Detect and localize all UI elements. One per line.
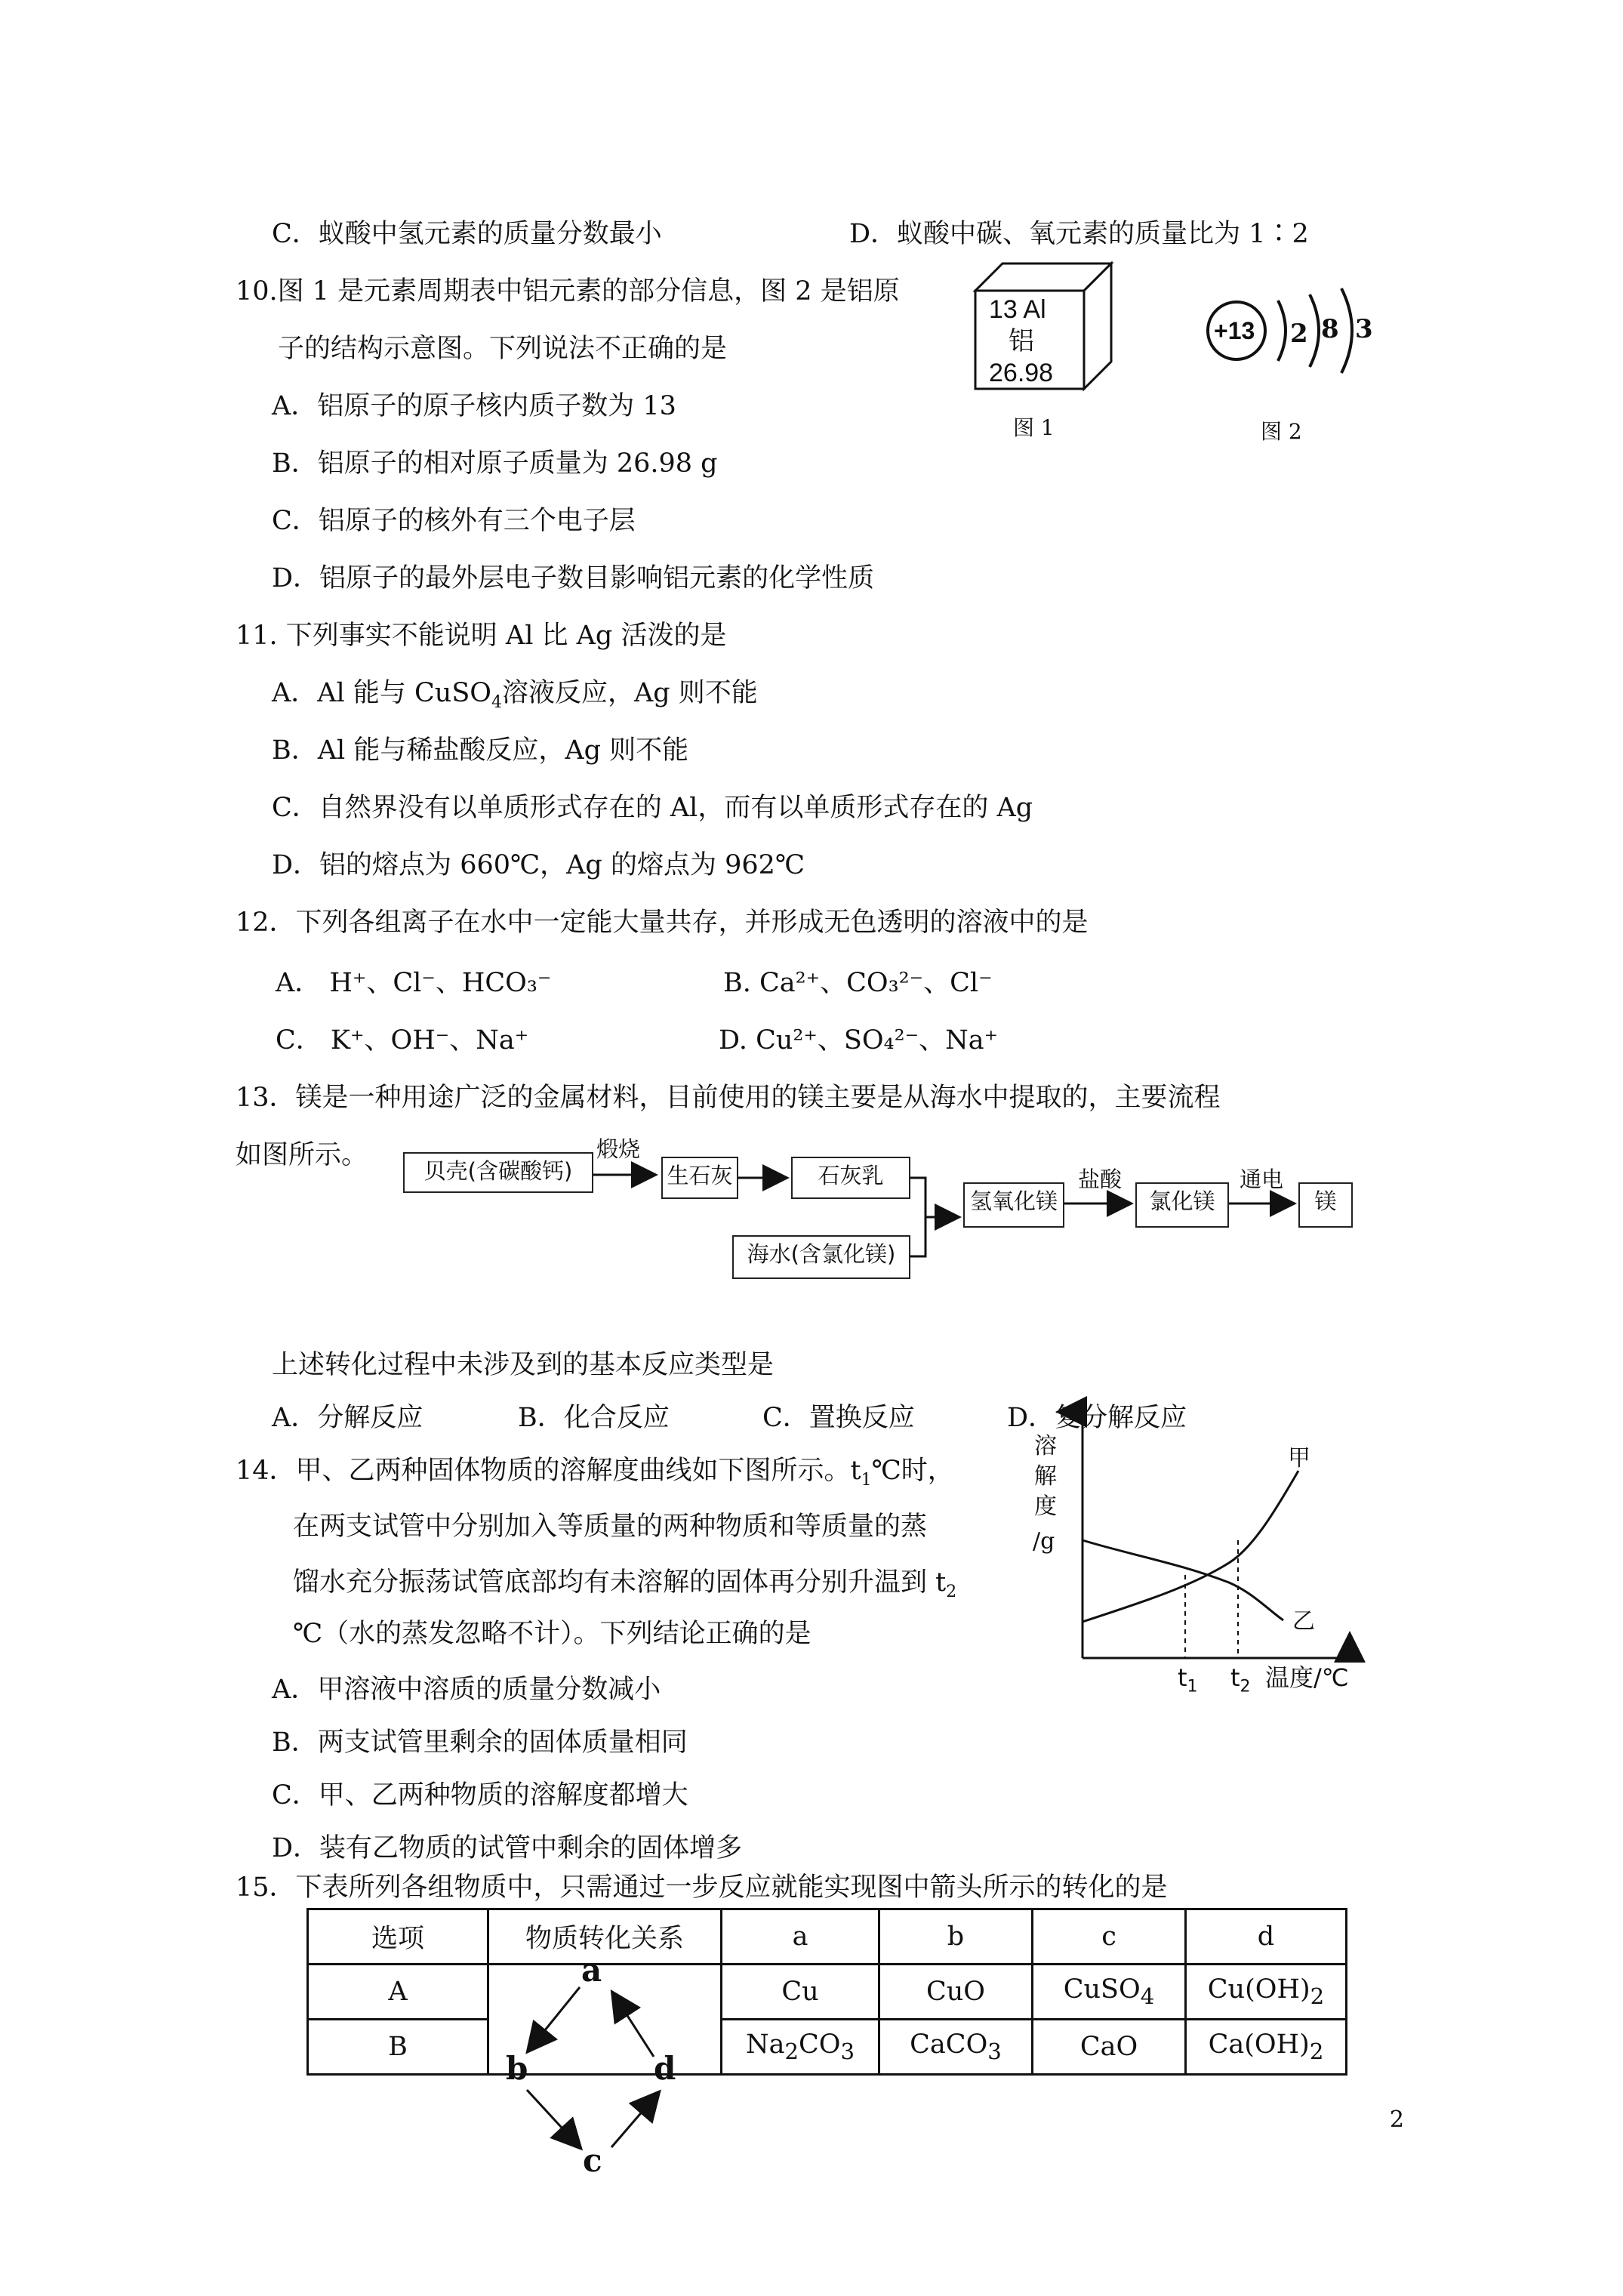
figure1-caption: 图 1 bbox=[1013, 415, 1055, 440]
q12-option-d: D. Cu²⁺、SO₄²⁻、Na⁺ bbox=[719, 1025, 999, 1056]
q11-option-c: C．自然界没有以单质形式存在的 Al，而有以单质形式存在的 Ag bbox=[272, 793, 1033, 823]
tick-t1: $t_1$ bbox=[1178, 1663, 1198, 1697]
q9-option-c: C．蚁酸中氢元素的质量分数最小 bbox=[272, 219, 662, 249]
q11-option-a: A．Al 能与 CuSO$_4$溶液反应，Ag 则不能 bbox=[272, 678, 758, 712]
q10-option-c: C．铝原子的核外有三个电子层 bbox=[272, 506, 636, 536]
shell-2-electrons: 8 bbox=[1321, 314, 1339, 344]
q14-option-c: C．甲、乙两种物质的溶解度都增大 bbox=[272, 1780, 688, 1811]
q14-option-d: D．装有乙物质的试管中剩余的固体增多 bbox=[272, 1833, 743, 1863]
q14-option-a: A．甲溶液中溶质的质量分数减小 bbox=[272, 1675, 661, 1705]
element-number-symbol: 13 Al bbox=[989, 295, 1046, 324]
y-axis-label-4: /g bbox=[1033, 1528, 1055, 1555]
tick-t2: $t_2$ bbox=[1230, 1663, 1251, 1697]
q12-option-b: B. Ca²⁺、CO₃²⁻、Cl⁻ bbox=[723, 968, 993, 998]
shell-3-electrons: 3 bbox=[1355, 314, 1373, 344]
q10-stem-line1: 10.图 1 是元素周期表中铝元素的部分信息，图 2 是铝原 bbox=[236, 276, 900, 307]
row-b-d: $Ca(OH)_2$ bbox=[1186, 2020, 1347, 2075]
q14-stem-line1: 14．甲、乙两种固体物质的溶解度曲线如下图所示。$t_1℃$时， bbox=[236, 1456, 954, 1490]
q10-option-d: D．铝原子的最外层电子数目影响铝元素的化学性质 bbox=[272, 563, 875, 593]
q9-option-d: D．蚁酸中碳、氧元素的质量比为 1∶2 bbox=[849, 219, 1309, 249]
row-b-option: B bbox=[308, 2020, 488, 2075]
y-axis-label-2: 解 bbox=[1034, 1463, 1057, 1490]
y-axis-label-1: 溶 bbox=[1034, 1433, 1057, 1459]
element-mass: 26.98 bbox=[989, 359, 1054, 387]
q13-stem-line3: 上述转化过程中未涉及到的基本反应类型是 bbox=[272, 1350, 775, 1380]
figure2-caption: 图 2 bbox=[1261, 419, 1302, 444]
y-axis-label-3: 度 bbox=[1034, 1493, 1057, 1520]
q14-stem-line3: 馏水充分振荡试管底部均有未溶解的固体再分别升温到 $t_2$ bbox=[293, 1567, 957, 1601]
flow-node-mgoh: 氢氧化镁 bbox=[963, 1182, 1064, 1228]
row-a-b: CuO bbox=[879, 1965, 1033, 2020]
flow-label-hcl: 盐酸 bbox=[1078, 1166, 1123, 1192]
q10-option-a: A．铝原子的原子核内质子数为 13 bbox=[272, 391, 676, 421]
flow-node-mgcl: 氯化镁 bbox=[1135, 1182, 1229, 1228]
header-a: a bbox=[722, 1909, 879, 1965]
q13-option-d: D．复分解反应 bbox=[1007, 1403, 1187, 1433]
header-b: b bbox=[879, 1909, 1033, 1965]
row-a-a: Cu bbox=[722, 1965, 879, 2020]
q13-option-b: B．化合反应 bbox=[518, 1403, 670, 1433]
header-relation: 物质转化关系 bbox=[488, 1909, 722, 1965]
row-b-b: CaCO$_3$ bbox=[879, 2020, 1033, 2075]
flow-label-electrolysis: 通电 bbox=[1240, 1166, 1284, 1192]
q13-stem-line1: 13．镁是一种用途广泛的金属材料，目前使用的镁主要是从海水中提取的，主要流程 bbox=[236, 1083, 1221, 1113]
flow-node-quicklime: 生石灰 bbox=[661, 1157, 738, 1199]
flow-node-shell: 贝壳(含碳酸钙) bbox=[403, 1152, 593, 1193]
q13-option-c: C．置换反应 bbox=[762, 1403, 915, 1433]
page-number: 2 bbox=[1389, 2106, 1404, 2133]
shell-1-electrons: 2 bbox=[1290, 319, 1308, 349]
flow-node-seawater: 海水(含氯化镁) bbox=[732, 1235, 910, 1279]
q12-stem: 12．下列各组离子在水中一定能大量共存，并形成无色透明的溶液中的是 bbox=[236, 908, 1089, 938]
diagram-node-b: b bbox=[506, 2050, 528, 2087]
row-a-option: A bbox=[308, 1965, 488, 2020]
diagram-node-d: d bbox=[654, 2050, 676, 2087]
row-a-c: CuSO$_4$ bbox=[1033, 1965, 1186, 2020]
row-b-a: $Na_2CO_3$ bbox=[722, 2020, 879, 2075]
diagram-node-c: c bbox=[583, 2142, 602, 2179]
q14-stem-line4: ℃（水的蒸发忽略不计）。下列结论正确的是 bbox=[293, 1619, 812, 1649]
q11-stem: 11. 下列事实不能说明 Al 比 Ag 活泼的是 bbox=[236, 621, 727, 651]
q14-stem-line2: 在两支试管中分别加入等质量的两种物质和等质量的蒸 bbox=[293, 1512, 928, 1542]
q11-option-d: D．铝的熔点为 660℃，Ag 的熔点为 962℃ bbox=[272, 850, 805, 880]
element-name: 铝 bbox=[1009, 326, 1034, 356]
q15-stem: 15．下表所列各组物质中，只需通过一步反应就能实现图中箭头所示的转化的是 bbox=[236, 1872, 1168, 1903]
q13-option-a: A．分解反应 bbox=[272, 1403, 423, 1433]
q13-stem-line2: 如图所示。 bbox=[236, 1140, 368, 1170]
row-a-d: $Cu(OH)_2$ bbox=[1186, 1965, 1347, 2020]
flow-label-calcine: 煅烧 bbox=[596, 1136, 641, 1162]
row-b-c: CaO bbox=[1033, 2020, 1186, 2075]
q11-option-b: B．Al 能与稀盐酸反应，Ag 则不能 bbox=[272, 735, 689, 766]
flow-node-limemilk: 石灰乳 bbox=[791, 1157, 910, 1199]
series-label-yi: 乙 bbox=[1292, 1608, 1315, 1635]
x-axis-label: 温度/℃ bbox=[1265, 1663, 1349, 1692]
diagram-node-a: a bbox=[581, 1952, 602, 1989]
q12-option-c: C． K⁺、OH⁻、Na⁺ bbox=[276, 1025, 529, 1056]
q14-option-b: B．两支试管里剩余的固体质量相同 bbox=[272, 1727, 688, 1758]
header-c: c bbox=[1033, 1909, 1186, 1965]
series-label-jia: 甲 bbox=[1288, 1445, 1310, 1472]
header-option: 选项 bbox=[308, 1909, 488, 1965]
q10-stem-line2: 子的结构示意图。下列说法不正确的是 bbox=[278, 334, 728, 364]
header-d: d bbox=[1186, 1909, 1347, 1965]
flow-node-mg: 镁 bbox=[1298, 1182, 1353, 1228]
q10-option-b: B．铝原子的相对原子质量为 26.98 g bbox=[272, 448, 718, 479]
q12-option-a: A． H⁺、Cl⁻、HCO₃⁻ bbox=[276, 968, 552, 998]
nucleus-charge: +13 bbox=[1214, 317, 1255, 344]
